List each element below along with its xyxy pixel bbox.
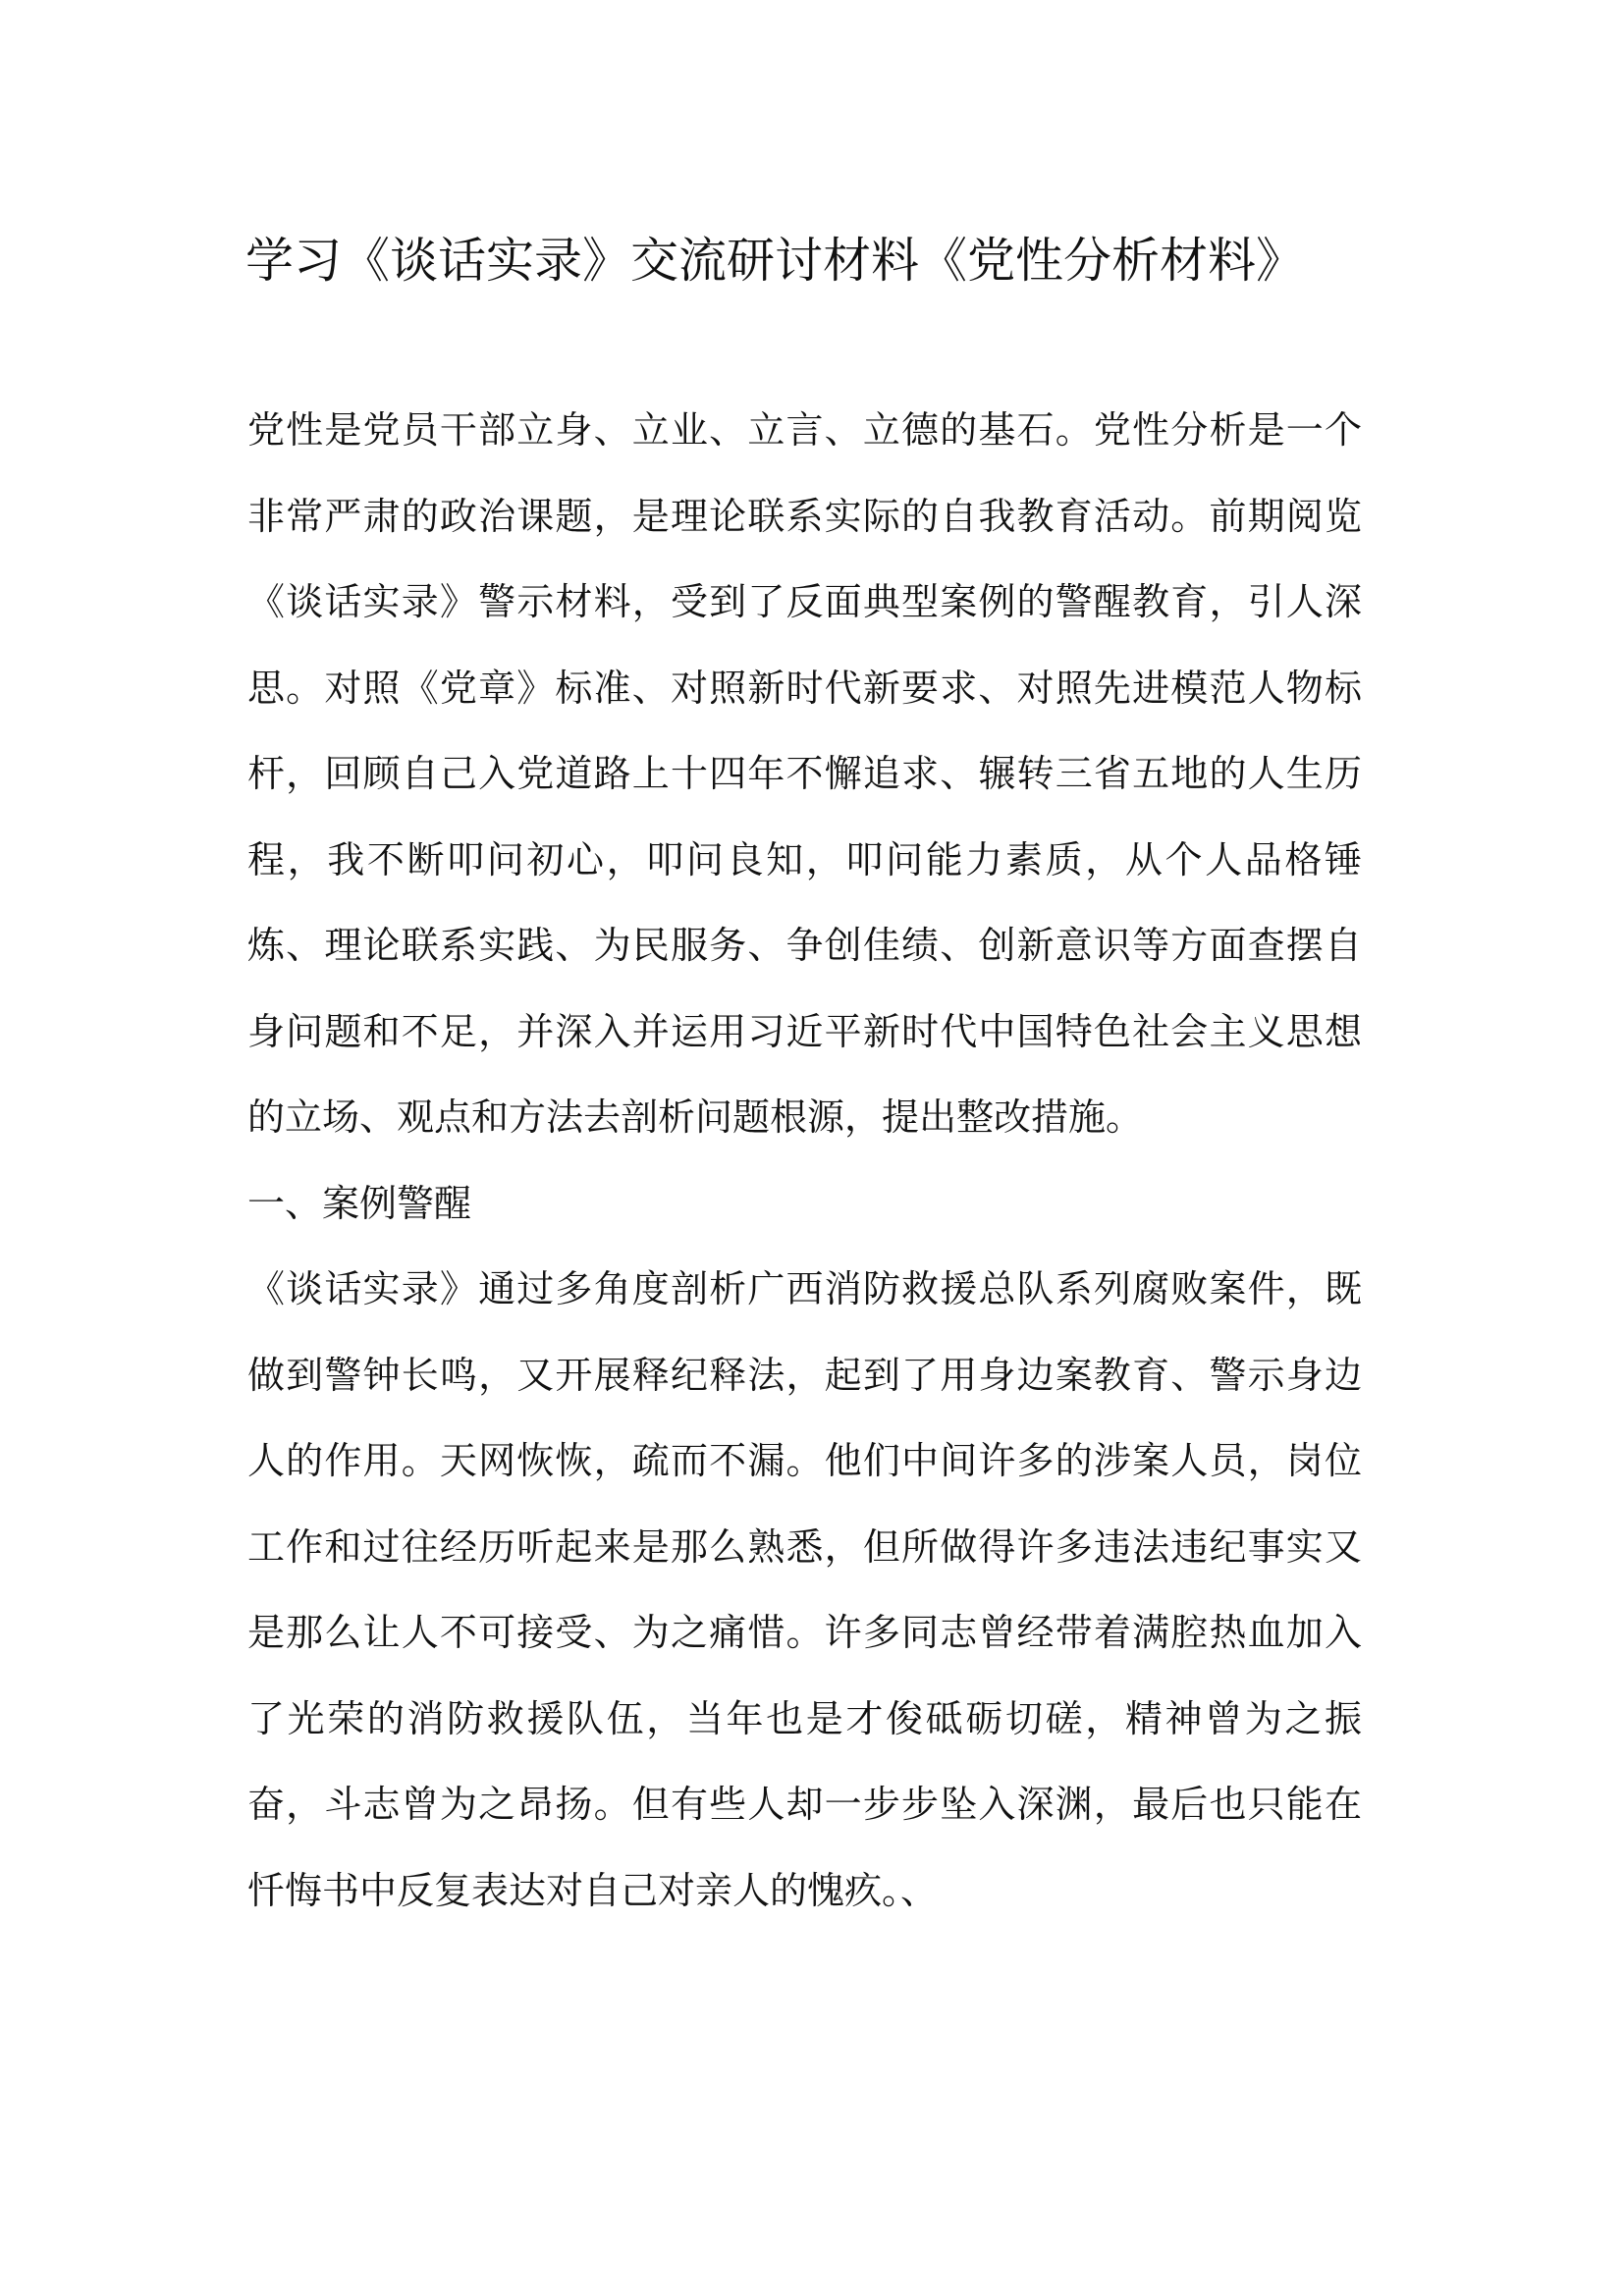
document-title: 学习《谈话实录》交流研讨材料《党性分析材料》 [245, 233, 1305, 289]
section-heading: 一、案例警醒 [247, 1181, 472, 1225]
intro-paragraph: 党性是党员干部立身、立业、立言、立德的基石。党性分析是一个非常严肃的政治课题，是理论联系实际的自我教育活动。前期阅览《谈话实录》警示材料，受到了反面典型案例的警醒教育，引人深思。对照《党章》标准、对照新时代新要求、对照先进模范人物标杆，回顾自己入党道路上十四年不懈追求、辗转三省五地的人生历程，我不断叩问初心，叩问良知，叩问能力素质，从个人品格锤炼、理论联系实践、为民服务、争创佳绩、创新意识等方面查摆自身问题和不足，并深入并运用习近平新时代中国特色社会主义思想的立场、观点和方法去剖析问题根源，提出整改措施。 [247, 408, 1362, 1139]
case-paragraph: 《谈话实录》通过多角度剖析广西消防救援总队系列腐败案件，既做到警钟长鸣，又开展释纪释法，起到了用身边案教育、警示身边人的作用。天网恢恢，疏而不漏。他们中间许多的涉案人员，岗位工作和过往经历听起来是那么熟悉，但所做得许多违法违纪事实又是那么让人不可接受、为之痛惜。许多同志曾经带着满腔热血加入了光荣的消防救援队伍，当年也是才俊砥砺切磋，精神曾为之振奋，斗志曾为之昂扬。但有些人却一步步坠入深渊，最后也只能在忏悔书中反复表达对自己对亲人的愧疚。、 [247, 1267, 1362, 1912]
document-body [247, 388, 1362, 1934]
